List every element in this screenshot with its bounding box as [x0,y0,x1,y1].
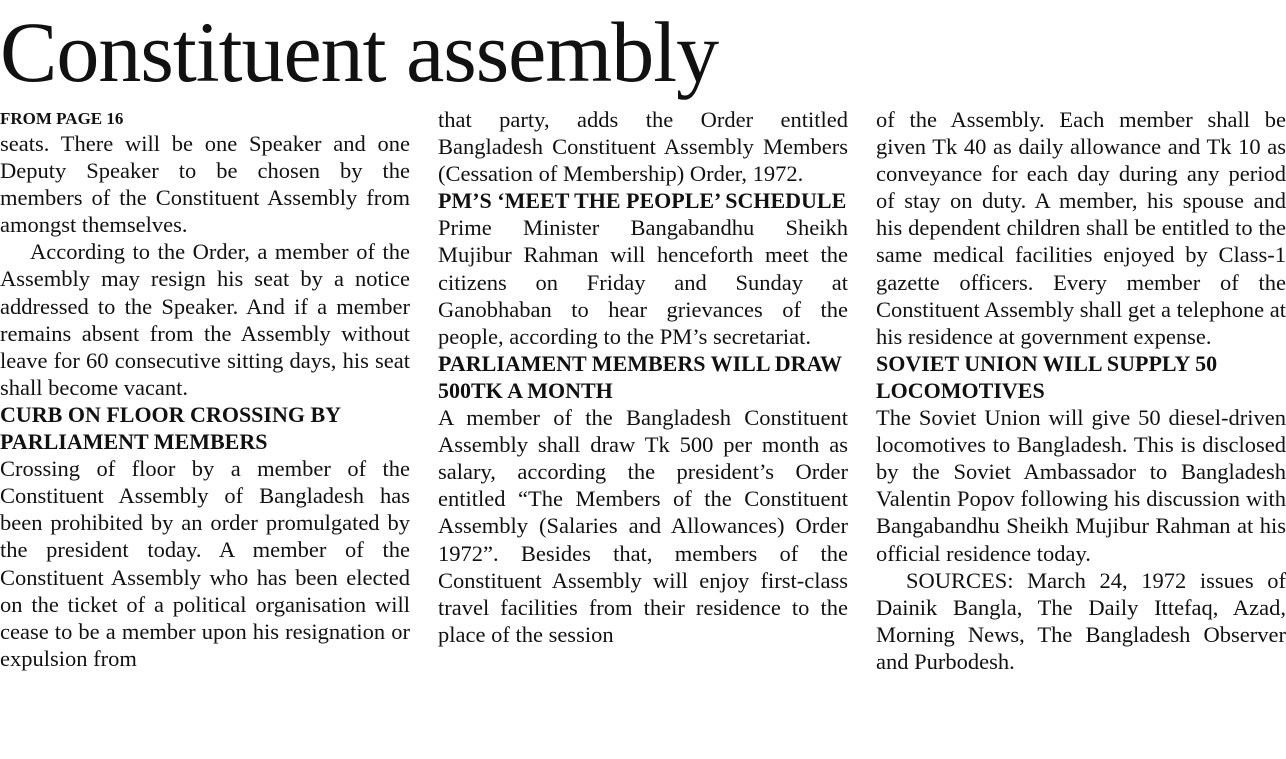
continuation-kicker: FROM PAGE 16 [0,109,124,128]
paragraph: of the Assembly. Each member shall be given Tk 40 as daily allowance and Tk 10 as conveyance for each day during any period of stay on duty. A member, his spouse and his dependent children shall be entitled to the same medical facilities enjoyed by Class-1 gazette officers. Every member of the Constituent Assembly shall get a telephone at his residence at government expense. [876,107,1286,349]
subheading: PARLIAMENT MEMBERS WILL DRAW 500TK A MONTH [438,350,842,403]
paragraph: seats. There will be one Speaker and one Deputy Speaker to be chosen by the members of the Constituent Assembly from amongst themselves. [0,131,410,238]
subheading: PM’S ‘MEET THE PEOPLE’ SCHEDULE [438,188,847,214]
paragraph: that party, adds the Order entitled Bangladesh Constituent Assembly Members (Cessation of Membership) Order, 1972. [438,107,848,187]
column-2 [438,106,848,648]
paragraph: Crossing of floor by a member of the Constituent Assembly of Bangladesh has been prohibited by an order promulgated by the president today. A member of the Constituent Assembly who has been elected on the ticket of a political organisation will cease to be a member upon his resignation or expulsion from [0,456,410,671]
subheading: CURB ON FLOOR CROSSING BY PARLIAMENT MEMBERS [0,401,341,455]
paragraph: Prime Minister Bangabandhu Sheikh Mujibur Rahman will henceforth meet the citizens on Friday and Sunday at Ganobhaban to hear grievances of the people, according to the PM’s secretariat. [438,215,848,349]
sources-paragraph: SOURCES: March 24, 1972 issues of Dainik Bangla, The Daily Ittefaq, Azad, Morning News, The Bangladesh Observer and Purbodesh. [876,567,1286,674]
headline: Constituent assembly [0,4,719,100]
paragraph: The Soviet Union will give 50 diesel-driven locomotives to Bangladesh. This is disclosed by the Soviet Ambassador to Bangladesh Valentin Popov following his discussion with Bangabandhu Sheikh Mujibur Rahman at his official residence today. [876,405,1286,566]
column-3 [876,106,1286,675]
paragraph: A member of the Bangladesh Constituent Assembly shall draw Tk 500 per month as salary, according the president’s Order entitled “The Members of the Constituent Assembly (Salaries and Allowances) Order 1972”. Besides that, members of the Constituent Assembly will enjoy first-class travel facilities from their residence to the place of the session [438,405,848,647]
column-1 [0,106,410,672]
subheading: SOVIET UNION WILL SUPPLY 50 LOCOMOTIVES [876,350,1218,403]
paragraph: According to the Order, a member of the Assembly may resign his seat by a notice addressed to the Speaker. And if a member remains absent from the Assembly without leave for 60 consecutive sitting days, his seat shall become vacant. [0,239,410,400]
